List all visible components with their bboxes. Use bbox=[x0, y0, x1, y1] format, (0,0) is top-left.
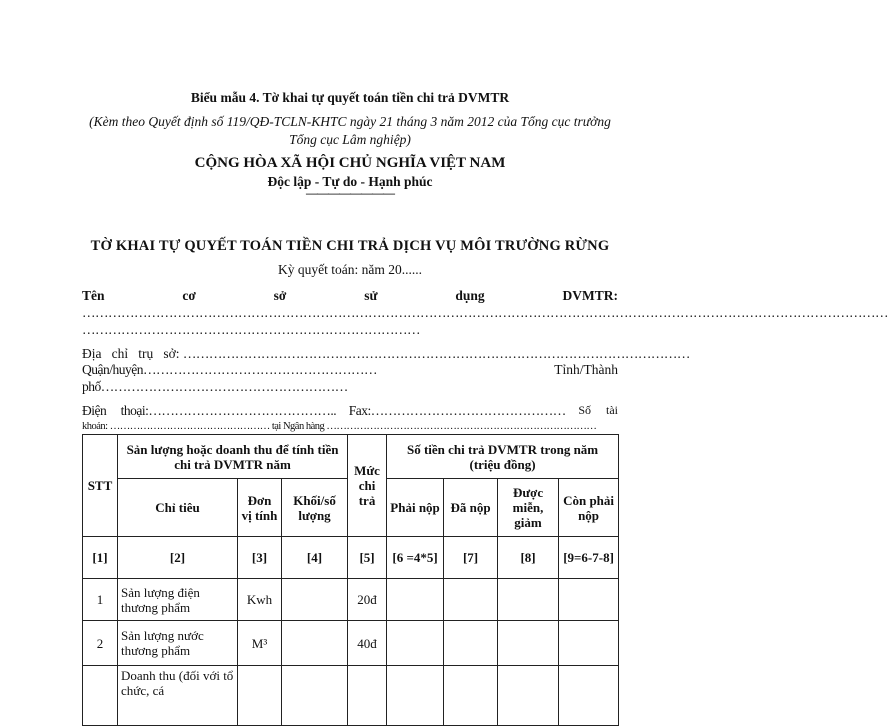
row-exempt-cell[interactable] bbox=[498, 666, 559, 726]
index-cell: [2] bbox=[118, 537, 238, 579]
table-index-row bbox=[83, 537, 619, 579]
name-word: sử bbox=[364, 288, 378, 303]
name-word: Tên bbox=[82, 288, 105, 303]
index-cell: [1] bbox=[83, 537, 118, 579]
row-stt bbox=[83, 666, 118, 726]
header-exempt: Được miễn, giảm bbox=[498, 479, 559, 537]
facility-name-blank-2[interactable]: …………………………………………………………………… bbox=[82, 322, 420, 337]
fax-field[interactable]: Fax:……………………………………… bbox=[348, 403, 566, 418]
row-indicator: Doanh thu (đối với tổ chức, cá bbox=[118, 666, 238, 726]
index-cell: [7] bbox=[444, 537, 498, 579]
row-stt: 1 bbox=[83, 579, 118, 621]
table-row bbox=[83, 666, 619, 726]
district-field[interactable]: Quận/huyện……………………………………………… bbox=[82, 362, 377, 377]
name-word: cơ bbox=[182, 288, 196, 303]
row-payable-cell[interactable] bbox=[387, 621, 444, 666]
row-rate: 20đ bbox=[348, 579, 387, 621]
row-indicator: Sản lượng điện thương phẩm bbox=[118, 579, 238, 621]
index-cell: [5] bbox=[348, 537, 387, 579]
row-remaining-cell[interactable] bbox=[559, 621, 619, 666]
national-motto: Độc lập - Tự do - Hạnh phúc bbox=[267, 174, 433, 189]
name-word: sở bbox=[273, 288, 287, 303]
address-line bbox=[82, 346, 690, 362]
index-cell: [4] bbox=[282, 537, 348, 579]
account-label: Số tài bbox=[578, 403, 618, 417]
contact-line bbox=[82, 403, 618, 419]
document-title: TỜ KHAI TỰ QUYẾT TOÁN TIỀN CHI TRẢ DỊCH VỤ MÔI TRƯỜNG RỪNG bbox=[90, 238, 610, 254]
name-word: dụng bbox=[455, 288, 485, 303]
address-blank[interactable]: ……………………………………………………………………………………………………… bbox=[182, 346, 690, 361]
district-province-line bbox=[82, 362, 618, 378]
phone-field[interactable]: Điện thoại:…………………………………….. bbox=[82, 403, 337, 418]
facility-name-label bbox=[82, 288, 618, 304]
header-output-group: Sản lượng hoặc doanh thu để tính tiền chi trả DVMTR năm bbox=[118, 435, 348, 479]
row-paid-cell[interactable] bbox=[444, 621, 498, 666]
province-label: Tỉnh/Thành bbox=[554, 362, 618, 377]
settlement-period: Kỳ quyết toán: năm 20...... bbox=[278, 262, 422, 277]
index-cell: [8] bbox=[498, 537, 559, 579]
table-row bbox=[83, 579, 619, 621]
province-field[interactable]: phố………………………………………………… bbox=[82, 379, 348, 394]
header-indicator: Chỉ tiêu bbox=[118, 479, 238, 537]
motto-rule: ———————— bbox=[306, 186, 394, 200]
row-rate: 40đ bbox=[348, 621, 387, 666]
index-cell: [6 =4*5] bbox=[387, 537, 444, 579]
table-header-row bbox=[83, 435, 619, 479]
row-indicator: Sản lượng nước thương phẩm bbox=[118, 621, 238, 666]
index-cell: [3] bbox=[238, 537, 282, 579]
facility-name-blank-1[interactable]: …………………………………………………………………………………………………………………………………………………………………… bbox=[82, 305, 888, 320]
table-row bbox=[83, 621, 619, 666]
row-stt: 2 bbox=[83, 621, 118, 666]
name-word: DVMTR: bbox=[562, 288, 618, 303]
header-payable: Phải nộp bbox=[387, 479, 444, 537]
index-cell: [9=6-7-8] bbox=[559, 537, 619, 579]
header-stt: STT bbox=[83, 435, 118, 537]
row-volume-cell[interactable] bbox=[282, 579, 348, 621]
republic-heading: CỘNG HÒA XÃ HỘI CHỦ NGHĨA VIỆT NAM bbox=[194, 155, 506, 171]
form-title: Biểu mẫu 4. Tờ khai tự quyết toán tiền chi trả DVMTR bbox=[190, 90, 510, 105]
row-payable-cell[interactable] bbox=[387, 666, 444, 726]
account-field[interactable]: khoản: ………………………………………… tại Ngân hàng ……………………………………………………………………… bbox=[82, 421, 597, 432]
row-exempt-cell[interactable] bbox=[498, 579, 559, 621]
row-remaining-cell[interactable] bbox=[559, 579, 619, 621]
row-volume-cell[interactable] bbox=[282, 621, 348, 666]
row-exempt-cell[interactable] bbox=[498, 621, 559, 666]
row-volume-cell[interactable] bbox=[282, 666, 348, 726]
row-paid-cell[interactable] bbox=[444, 666, 498, 726]
header-remaining: Còn phải nộp bbox=[559, 479, 619, 537]
header-paid: Đã nộp bbox=[444, 479, 498, 537]
row-unit: M³ bbox=[238, 621, 282, 666]
row-unit bbox=[238, 666, 282, 726]
form-note: (Kèm theo Quyết định số 119/QĐ-TCLN-KHTC ngày 21 tháng 3 năm 2012 của Tổng cục trưởng Tổng cục Lâm nghiệp) bbox=[89, 114, 611, 147]
header-rate: Mức chi trả bbox=[348, 435, 387, 537]
header-volume: Khối/số lượng bbox=[282, 479, 348, 537]
address-label: Địa chỉ trụ sở: bbox=[82, 346, 180, 361]
row-paid-cell[interactable] bbox=[444, 579, 498, 621]
header-amount-group: Số tiền chi trả DVMTR trong năm (triệu đồng) bbox=[387, 435, 619, 479]
row-payable-cell[interactable] bbox=[387, 579, 444, 621]
row-remaining-cell[interactable] bbox=[559, 666, 619, 726]
row-unit: Kwh bbox=[238, 579, 282, 621]
row-rate bbox=[348, 666, 387, 726]
header-unit: Đơn vị tính bbox=[238, 479, 282, 537]
settlement-table bbox=[82, 434, 619, 726]
